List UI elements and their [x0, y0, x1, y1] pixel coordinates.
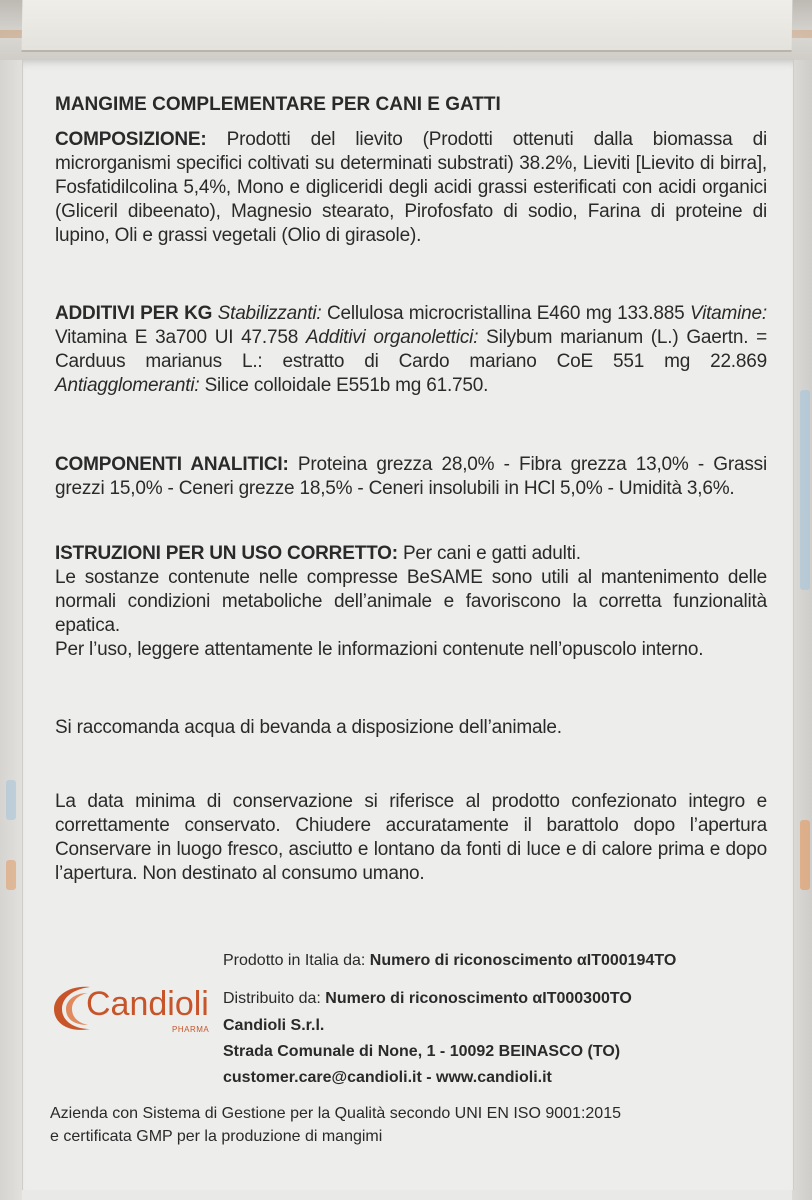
- composition-section: [55, 128, 767, 248]
- company-name: Candioli S.r.l.: [223, 1017, 325, 1034]
- logo-name: Candioli: [86, 985, 209, 1023]
- organoleptic-label: Additivi organolettici:: [305, 327, 479, 348]
- instructions-intro: Per cani e gatti adulti.: [402, 543, 581, 564]
- lid-face: [22, 0, 793, 52]
- decorative-accent: [6, 780, 16, 820]
- analytical-label: COMPONENTI ANALITICI:: [55, 454, 289, 475]
- additives-label: ADDITIVI PER KG: [55, 303, 213, 324]
- product-heading: MANGIME COMPLEMENTARE PER CANI E GATTI: [55, 94, 501, 115]
- producer-label: Prodotto in Italia da:: [223, 952, 366, 969]
- storage-text: La data minima di conservazione si riferisce al prodotto confezionato integro e correttamente conservato. Chiudere accuratamente il barattolo dopo l’apertura Conservare in luogo fresco, asciutto e lontano da fonti di luce e di calore prima e dopo l’apertura. Non destinato al consumo umano.: [55, 791, 767, 884]
- instructions-label: ISTRUZIONI PER UN USO CORRETTO:: [55, 543, 398, 564]
- instructions-paragraph: Le sostanze contenute nelle compresse BeSAME sono utili al mantenimento delle normali condizioni metaboliche dell’animale e favoriscono la corretta funzionalità epatica.: [55, 567, 767, 636]
- anticaking-text: Silice colloidale E551b mg 61.750.: [204, 375, 489, 396]
- decorative-accent: [800, 390, 810, 590]
- distributor-id: Numero di riconoscimento αIT000300TO: [325, 990, 632, 1007]
- gmp-statement: e certificata GMP per la produzione di mangimi: [50, 1128, 383, 1145]
- vitamins-text: Vitamina E 3a700 UI 47.758: [55, 327, 299, 348]
- stabilizers-text: Cellulosa microcristallina E460 mg 133.885: [326, 303, 685, 324]
- logo-sub: PHARMA: [172, 1025, 210, 1034]
- anticaking-label: Antiagglomeranti:: [55, 375, 200, 396]
- organoleptic-text: Silybum marianum (L.) Gaertn. = Carduus marianus L.: estratto di Cardo mariano CoE 551 mg 22.869: [55, 327, 767, 372]
- candioli-logo: [50, 975, 220, 1045]
- box-right-side: [792, 60, 812, 1200]
- company-contacts: customer.care@candioli.it - www.candioli.it: [223, 1069, 552, 1086]
- storage-section: [55, 790, 767, 886]
- analytical-text: Proteina grezza 28,0% - Fibra grezza 13,0% - Grassi grezzi 15,0% - Ceneri grezze 18,5% - Ceneri insolubili in HCl 5,0% - Umidità 3,6%.: [55, 454, 767, 499]
- quality-statement: Azienda con Sistema di Gestione per la Qualità secondo UNI EN ISO 9001:2015: [50, 1105, 621, 1122]
- package-lid: [0, 0, 812, 62]
- water-recommendation-text: Si raccomanda acqua di bevanda a disposizione dell’animale.: [55, 717, 562, 738]
- instructions-paragraph: Per l’uso, leggere attentamente le informazioni contenute nell’opuscolo interno.: [55, 639, 704, 660]
- decorative-accent: [6, 860, 16, 890]
- additives-section: [55, 302, 767, 398]
- producer-id: Numero di riconoscimento αIT000194TO: [369, 952, 677, 969]
- distributor-line: [223, 988, 632, 1010]
- producer-line: [223, 950, 676, 972]
- composition-text: Prodotti del lievito (Prodotti ottenuti dalla biomassa di microrganismi specifici coltivati su determinati substrati) 38.2%, Lieviti [Lievito di birra], Fosfatidilcolina 5,4%, Mono e digliceridi degli acidi grassi esterificati con acidi organici (Gliceril dibeenato), Magnesio stearato, Pirofosfato di sodio, Farina di proteine di lupino, Oli e grassi vegetali (Olio di girasole).: [55, 129, 767, 246]
- composition-label: COMPOSIZIONE:: [55, 129, 207, 150]
- distributor-label: Distribuito da:: [223, 990, 321, 1007]
- company-address: Strada Comunale di None, 1 - 10092 BEINASCO (TO): [223, 1043, 621, 1060]
- analytical-section: [55, 453, 767, 501]
- vitamins-label: Vitamine:: [689, 303, 767, 324]
- instructions-section: [55, 542, 767, 662]
- stabilizers-label: Stabilizzanti:: [217, 303, 322, 324]
- water-recommendation: [55, 716, 767, 740]
- decorative-accent: [800, 820, 810, 890]
- box-left-side: [0, 60, 22, 1200]
